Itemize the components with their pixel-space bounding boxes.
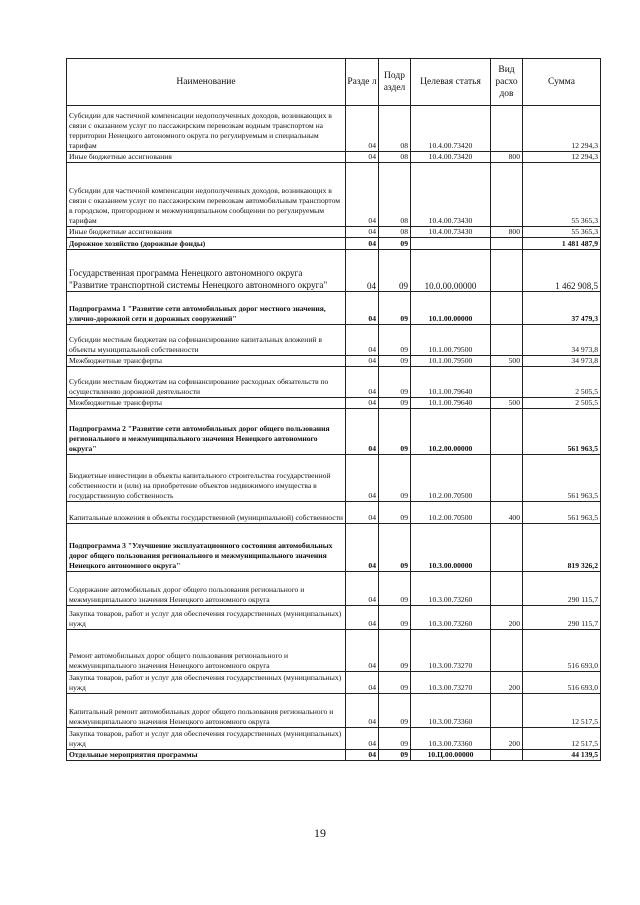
cell-expense-type: [491, 630, 523, 672]
cell-expense-type: [491, 367, 523, 398]
table-row: [67, 367, 601, 398]
cell-name: Иные бюджетные ассигнования: [67, 152, 346, 163]
cell-target: 10.2.00.00000: [411, 409, 491, 455]
cell-subsection: 09: [379, 672, 411, 694]
cell-name: Иные бюджетные ассигнования: [67, 227, 346, 238]
cell-sum: 2 505,5: [523, 398, 601, 409]
table-row: [67, 524, 601, 572]
col-header-subsection: Подр аздел: [379, 59, 411, 106]
col-header-target: Целевая статья: [411, 59, 491, 106]
cell-sum: 561 963,5: [523, 409, 601, 455]
cell-section: 04: [346, 502, 379, 524]
cell-section: 04: [346, 227, 379, 238]
table-row: [67, 409, 601, 455]
cell-subsection: 08: [379, 227, 411, 238]
table-row: [67, 106, 601, 152]
cell-subsection: 09: [379, 455, 411, 502]
cell-name: Содержание автомобильных дорог общего пользования регионального и межмуниципального значения Ненецкого автономного округа: [67, 572, 346, 606]
cell-name: Субсидии местным бюджетам на софинансирование расходных обязательств по осуществлению дорожной деятельности: [67, 367, 346, 398]
cell-expense-type: 200: [491, 728, 523, 750]
cell-section: 04: [346, 630, 379, 672]
cell-section: 04: [346, 238, 379, 250]
cell-target: 10.1.00.00000: [411, 292, 491, 325]
cell-section: 04: [346, 163, 379, 227]
cell-sum: 561 963,5: [523, 455, 601, 502]
budget-table: [66, 58, 601, 761]
cell-target: 10.1.00.79640: [411, 398, 491, 409]
cell-section: 04: [346, 409, 379, 455]
cell-target: 10.1.00.79640: [411, 367, 491, 398]
table-row: [67, 672, 601, 694]
col-header-sum: Сумма: [523, 59, 601, 106]
cell-sum: 1 481 487,9: [523, 238, 601, 250]
cell-section: 04: [346, 106, 379, 152]
table-row: [67, 325, 601, 356]
table-row: [67, 606, 601, 630]
cell-expense-type: [491, 250, 523, 292]
cell-expense-type: [491, 163, 523, 227]
table-row: [67, 250, 601, 292]
cell-subsection: 09: [379, 606, 411, 630]
col-header-name: Наименование: [67, 59, 346, 106]
cell-name: Подпрограмма 3 "Улучшение эксплуатационного состояния автомобильных дорог общего пользования регионального и межмуниципального значения Ненецкого автономного округа": [67, 524, 346, 572]
cell-expense-type: [491, 455, 523, 502]
cell-target: 10.Ц.00.00000: [411, 750, 491, 761]
cell-name: Дорожное хозяйство (дорожные фонды): [67, 238, 346, 250]
cell-section: 04: [346, 250, 379, 292]
table-row: [67, 238, 601, 250]
cell-subsection: 08: [379, 163, 411, 227]
cell-sum: 12 294,3: [523, 152, 601, 163]
cell-name: Государственная программа Ненецкого автономного округа "Развитие транспортной системы Ненецкого автономного округа": [67, 250, 346, 292]
cell-subsection: 09: [379, 524, 411, 572]
cell-target: [411, 238, 491, 250]
cell-sum: 55 365,3: [523, 227, 601, 238]
cell-subsection: 09: [379, 250, 411, 292]
cell-section: 04: [346, 750, 379, 761]
cell-section: 04: [346, 356, 379, 367]
cell-target: 10.1.00.79500: [411, 356, 491, 367]
table-row: [67, 152, 601, 163]
cell-expense-type: [491, 325, 523, 356]
cell-expense-type: [491, 238, 523, 250]
cell-subsection: 08: [379, 152, 411, 163]
cell-section: 04: [346, 672, 379, 694]
cell-name: Ремонт автомобильных дорог общего пользования регионального и межмуниципального значения Ненецкого автономного округа: [67, 630, 346, 672]
table-header-row: [67, 59, 601, 106]
cell-expense-type: [491, 694, 523, 728]
cell-sum: 561 963,5: [523, 502, 601, 524]
cell-name: Подпрограмма 2 "Развитие сети автомобильных дорог общего пользования регионального и межмуниципального значения Ненецкого автономного округа": [67, 409, 346, 455]
cell-expense-type: 400: [491, 502, 523, 524]
cell-sum: 44 139,5: [523, 750, 601, 761]
table-row: [67, 572, 601, 606]
cell-target: 10.2.00.70500: [411, 455, 491, 502]
cell-expense-type: 500: [491, 356, 523, 367]
cell-section: 04: [346, 292, 379, 325]
cell-expense-type: 200: [491, 606, 523, 630]
cell-expense-type: [491, 409, 523, 455]
cell-expense-type: 200: [491, 672, 523, 694]
cell-section: 04: [346, 152, 379, 163]
cell-name: Капитальные вложения в объекты государственной (муниципальной) собственности: [67, 502, 346, 524]
cell-target: 10.3.00.73260: [411, 606, 491, 630]
cell-expense-type: [491, 750, 523, 761]
cell-expense-type: [491, 292, 523, 325]
cell-name: Субсидии для частичной компенсации недополученных доходов, возникающих в связи с оказанием услуг по пассажирским перевозкам водным транспортом на территории Ненецкого автономного округа по регулируемым и специальным тарифам: [67, 106, 346, 152]
cell-target: 10.4.00.73420: [411, 152, 491, 163]
cell-expense-type: [491, 106, 523, 152]
cell-target: 10.3.00.73360: [411, 694, 491, 728]
cell-subsection: 08: [379, 106, 411, 152]
cell-sum: 12 517,5: [523, 728, 601, 750]
cell-section: 04: [346, 694, 379, 728]
cell-target: 10.3.00.73260: [411, 572, 491, 606]
cell-section: 04: [346, 367, 379, 398]
table-row: [67, 694, 601, 728]
cell-subsection: 09: [379, 750, 411, 761]
table-row: [67, 750, 601, 761]
col-header-expense-type: Вид расхо дов: [491, 59, 523, 106]
cell-subsection: 09: [379, 572, 411, 606]
cell-section: 04: [346, 728, 379, 750]
cell-expense-type: [491, 572, 523, 606]
cell-name: Субсидии местным бюджетам на софинансирование капитальных вложений в объекты муниципальной собственности: [67, 325, 346, 356]
cell-name: Закупка товаров, работ и услуг для обеспечения государственных (муниципальных) нужд: [67, 672, 346, 694]
cell-sum: 55 365,3: [523, 163, 601, 227]
cell-name: Отдельные мероприятия программы: [67, 750, 346, 761]
table-row: [67, 502, 601, 524]
cell-name: Межбюджетные трансферты: [67, 398, 346, 409]
cell-target: 10.4.00.73420: [411, 106, 491, 152]
cell-subsection: 09: [379, 728, 411, 750]
cell-section: 04: [346, 572, 379, 606]
cell-section: 04: [346, 455, 379, 502]
table-row: [67, 227, 601, 238]
cell-section: 04: [346, 325, 379, 356]
cell-sum: 34 973,8: [523, 325, 601, 356]
cell-sum: 516 693,0: [523, 630, 601, 672]
cell-target: 10.2.00.70500: [411, 502, 491, 524]
cell-sum: 12 294,3: [523, 106, 601, 152]
cell-subsection: 09: [379, 292, 411, 325]
cell-target: 10.3.00.00000: [411, 524, 491, 572]
cell-sum: 1 462 908,5: [523, 250, 601, 292]
table-row: [67, 728, 601, 750]
cell-target: 10.4.00.73430: [411, 227, 491, 238]
cell-expense-type: 500: [491, 398, 523, 409]
cell-sum: 2 505,5: [523, 367, 601, 398]
cell-sum: 516 693,0: [523, 672, 601, 694]
cell-name: Межбюджетные трансферты: [67, 356, 346, 367]
cell-sum: 290 115,7: [523, 572, 601, 606]
cell-sum: 819 326,2: [523, 524, 601, 572]
cell-subsection: 09: [379, 398, 411, 409]
table-row: [67, 292, 601, 325]
table-body: [67, 106, 601, 761]
cell-name: Закупка товаров, работ и услуг для обеспечения государственных (муниципальных) нужд: [67, 606, 346, 630]
cell-target: 10.3.00.73270: [411, 630, 491, 672]
col-header-section: Разде л: [346, 59, 379, 106]
cell-expense-type: [491, 524, 523, 572]
cell-subsection: 09: [379, 325, 411, 356]
table-row: [67, 630, 601, 672]
cell-sum: 12 517,5: [523, 694, 601, 728]
page-number: 19: [314, 826, 326, 840]
table-row: [67, 455, 601, 502]
cell-expense-type: 800: [491, 152, 523, 163]
cell-expense-type: 800: [491, 227, 523, 238]
cell-subsection: 09: [379, 409, 411, 455]
cell-subsection: 09: [379, 367, 411, 398]
cell-name: Закупка товаров, работ и услуг для обеспечения государственных (муниципальных) нужд: [67, 728, 346, 750]
cell-subsection: 09: [379, 356, 411, 367]
cell-subsection: 09: [379, 502, 411, 524]
cell-section: 04: [346, 524, 379, 572]
cell-target: 10.1.00.79500: [411, 325, 491, 356]
cell-target: 10.3.00.73360: [411, 728, 491, 750]
cell-name: Бюджетные инвестиции в объекты капитального строительства государственной собственности и (или) на приобретение объектов недвижимого имущества в государственную собственность: [67, 455, 346, 502]
cell-subsection: 09: [379, 238, 411, 250]
cell-name: Субсидии для частичной компенсации недополученных доходов, возникающих в связи с оказанием услуг по пассажирским перевозкам автомобильным транспортом в городском, пригородном и межмуниципальном сообщении по регулируемым тарифам: [67, 163, 346, 227]
cell-target: 10.4.00.73430: [411, 163, 491, 227]
cell-name: Подпрограмма 1 "Развитие сети автомобильных дорог местного значения, улично-дорожной сети и дорожных сооружений": [67, 292, 346, 325]
table-row: [67, 163, 601, 227]
cell-name: Капитальный ремонт автомобильных дорог общего пользования регионального и межмуниципального значения Ненецкого автономного округа: [67, 694, 346, 728]
cell-subsection: 09: [379, 630, 411, 672]
table-row: [67, 356, 601, 367]
cell-sum: 34 973,8: [523, 356, 601, 367]
table-row: [67, 398, 601, 409]
cell-sum: 290 115,7: [523, 606, 601, 630]
cell-subsection: 09: [379, 694, 411, 728]
cell-sum: 37 479,3: [523, 292, 601, 325]
cell-section: 04: [346, 398, 379, 409]
cell-target: 10.3.00.73270: [411, 672, 491, 694]
cell-section: 04: [346, 606, 379, 630]
cell-target: 10.0.00.00000: [411, 250, 491, 292]
